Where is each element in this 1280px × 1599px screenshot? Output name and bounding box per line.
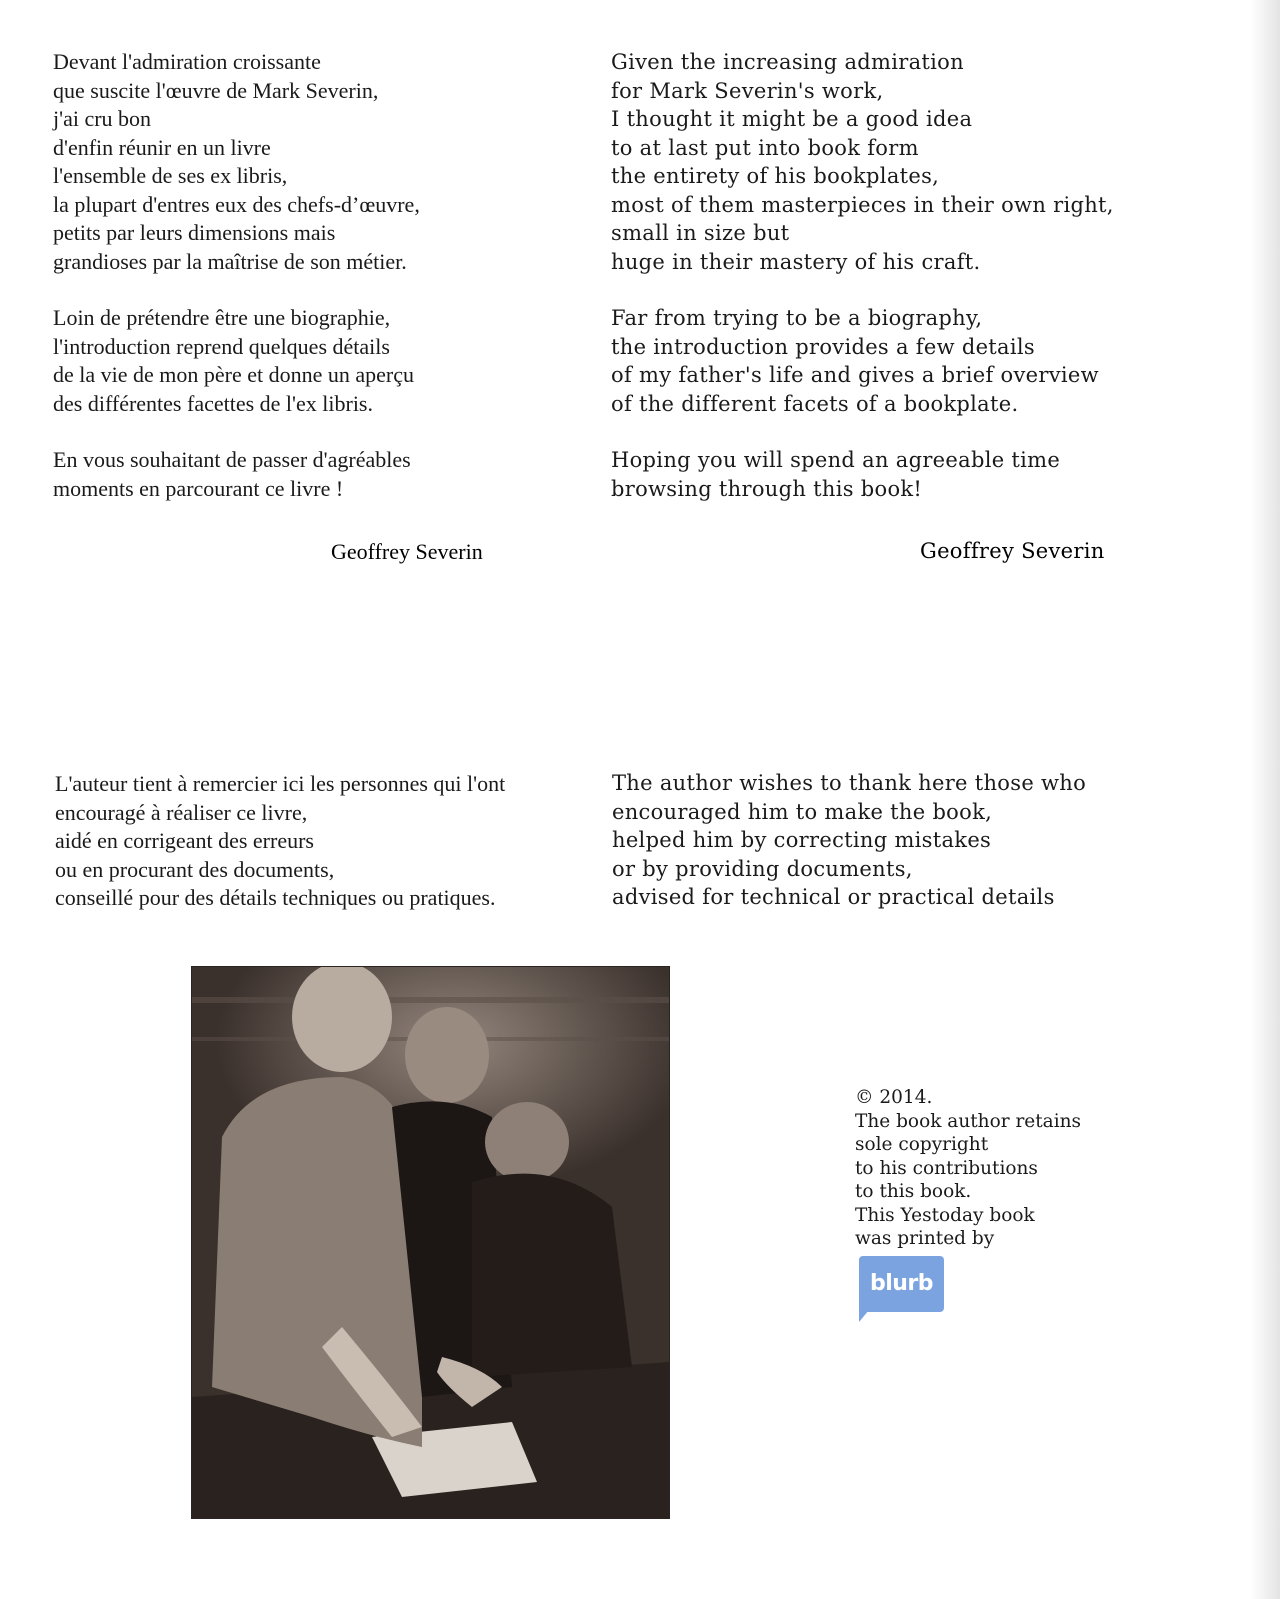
text-line: helped him by correcting mistakes (612, 828, 992, 852)
text-line: En vous souhaitant de passer d'agréables (53, 447, 411, 472)
text-line: la plupart d'entres eux des chefs-d’œuvre, (53, 191, 420, 217)
text-line: d'enfin réunir en un livre (53, 134, 271, 160)
text-line: Given the increasing admiration (611, 50, 964, 74)
text-line: was printed by (855, 1228, 995, 1249)
text-line: L'auteur tient à remercier ici les personnes qui l'ont (55, 771, 506, 796)
text-line: petits par leurs dimensions mais (53, 220, 336, 245)
text-line: grandioses par la maîtrise de son métier. (53, 248, 407, 274)
thanks-french (55, 770, 505, 913)
page-edge-shadow (1250, 0, 1280, 1599)
signature-french: Geoffrey Severin (331, 539, 483, 564)
signature-english: Geoffrey Severin (920, 539, 1105, 563)
text-line: ou en procurant des documents, (55, 856, 335, 882)
blurb-logo-tail (859, 1310, 869, 1322)
text-line: small in size but (611, 221, 790, 245)
intro-en-paragraph-1 (611, 48, 1114, 276)
text-line: Far from trying to be a biography, (611, 306, 983, 330)
copyright-notice (855, 1086, 1081, 1251)
text-line: j'ai cru bon (53, 106, 152, 131)
text-line: or by providing documents, (612, 856, 913, 881)
text-line: to this book. (855, 1181, 972, 1202)
intro-fr-paragraph-2 (53, 304, 420, 418)
text-line: encouragé à réaliser ce livre, (55, 799, 308, 825)
text-line: conseillé pour des détails techniques ou pratiques. (55, 885, 496, 910)
intro-english (611, 48, 1114, 531)
text-line: browsing through this book! (611, 476, 923, 501)
text-line: aidé en corrigeant des erreurs (55, 828, 314, 853)
intro-fr-paragraph-1 (53, 48, 420, 276)
text-line: for Mark Severin's work, (611, 78, 884, 103)
photo-illustration-icon (192, 967, 669, 1518)
text-line: The book author retains (855, 1110, 1082, 1132)
text-line: des différentes facettes de l'ex libris. (53, 390, 373, 416)
text-line: l'introduction reprend quelques détails (53, 333, 390, 359)
text-line: Hoping you will spend an agreeable time (611, 448, 1061, 472)
text-line: encouraged him to make the book, (612, 799, 993, 824)
text-line: advised for technical or practical details (612, 885, 1055, 909)
intro-french (53, 48, 420, 531)
text-line: moments en parcourant ce livre ! (53, 475, 344, 501)
text-line: sole copyright (855, 1134, 989, 1155)
text-line: of the different facets of a bookplate. (611, 391, 1019, 416)
blurb-logo: blurb (859, 1256, 944, 1312)
text-line: of my father's life and gives a brief overview (611, 363, 1099, 387)
text-line: I thought it might be a good idea (611, 107, 973, 131)
text-line: to his contributions (855, 1157, 1038, 1179)
text-line: de la vie de mon père et donne un aperçu (53, 362, 415, 387)
text-line: l'ensemble de ses ex libris, (53, 163, 288, 188)
intro-en-paragraph-2 (611, 304, 1114, 418)
text-line: the introduction provides a few details (611, 334, 1035, 359)
text-line: the entirety of his bookplates, (611, 164, 940, 188)
text-line: Loin de prétendre être une biographie, (53, 305, 391, 330)
intro-en-paragraph-3 (611, 446, 1114, 503)
text-line: to at last put into book form (611, 135, 919, 160)
text-line: que suscite l'œuvre de Mark Severin, (53, 77, 379, 103)
text-line: Devant l'admiration croissante (53, 49, 321, 74)
text-line: The author wishes to thank here those who (612, 771, 1087, 795)
text-line: © 2014. (855, 1087, 933, 1108)
thanks-english (612, 769, 1086, 912)
sepia-photo (191, 966, 670, 1519)
text-line: huge in their mastery of his craft. (611, 249, 981, 274)
text-line: most of them masterpieces in their own right, (611, 192, 1114, 217)
text-line: This Yestoday book (855, 1204, 1035, 1226)
intro-fr-paragraph-3 (53, 446, 420, 503)
